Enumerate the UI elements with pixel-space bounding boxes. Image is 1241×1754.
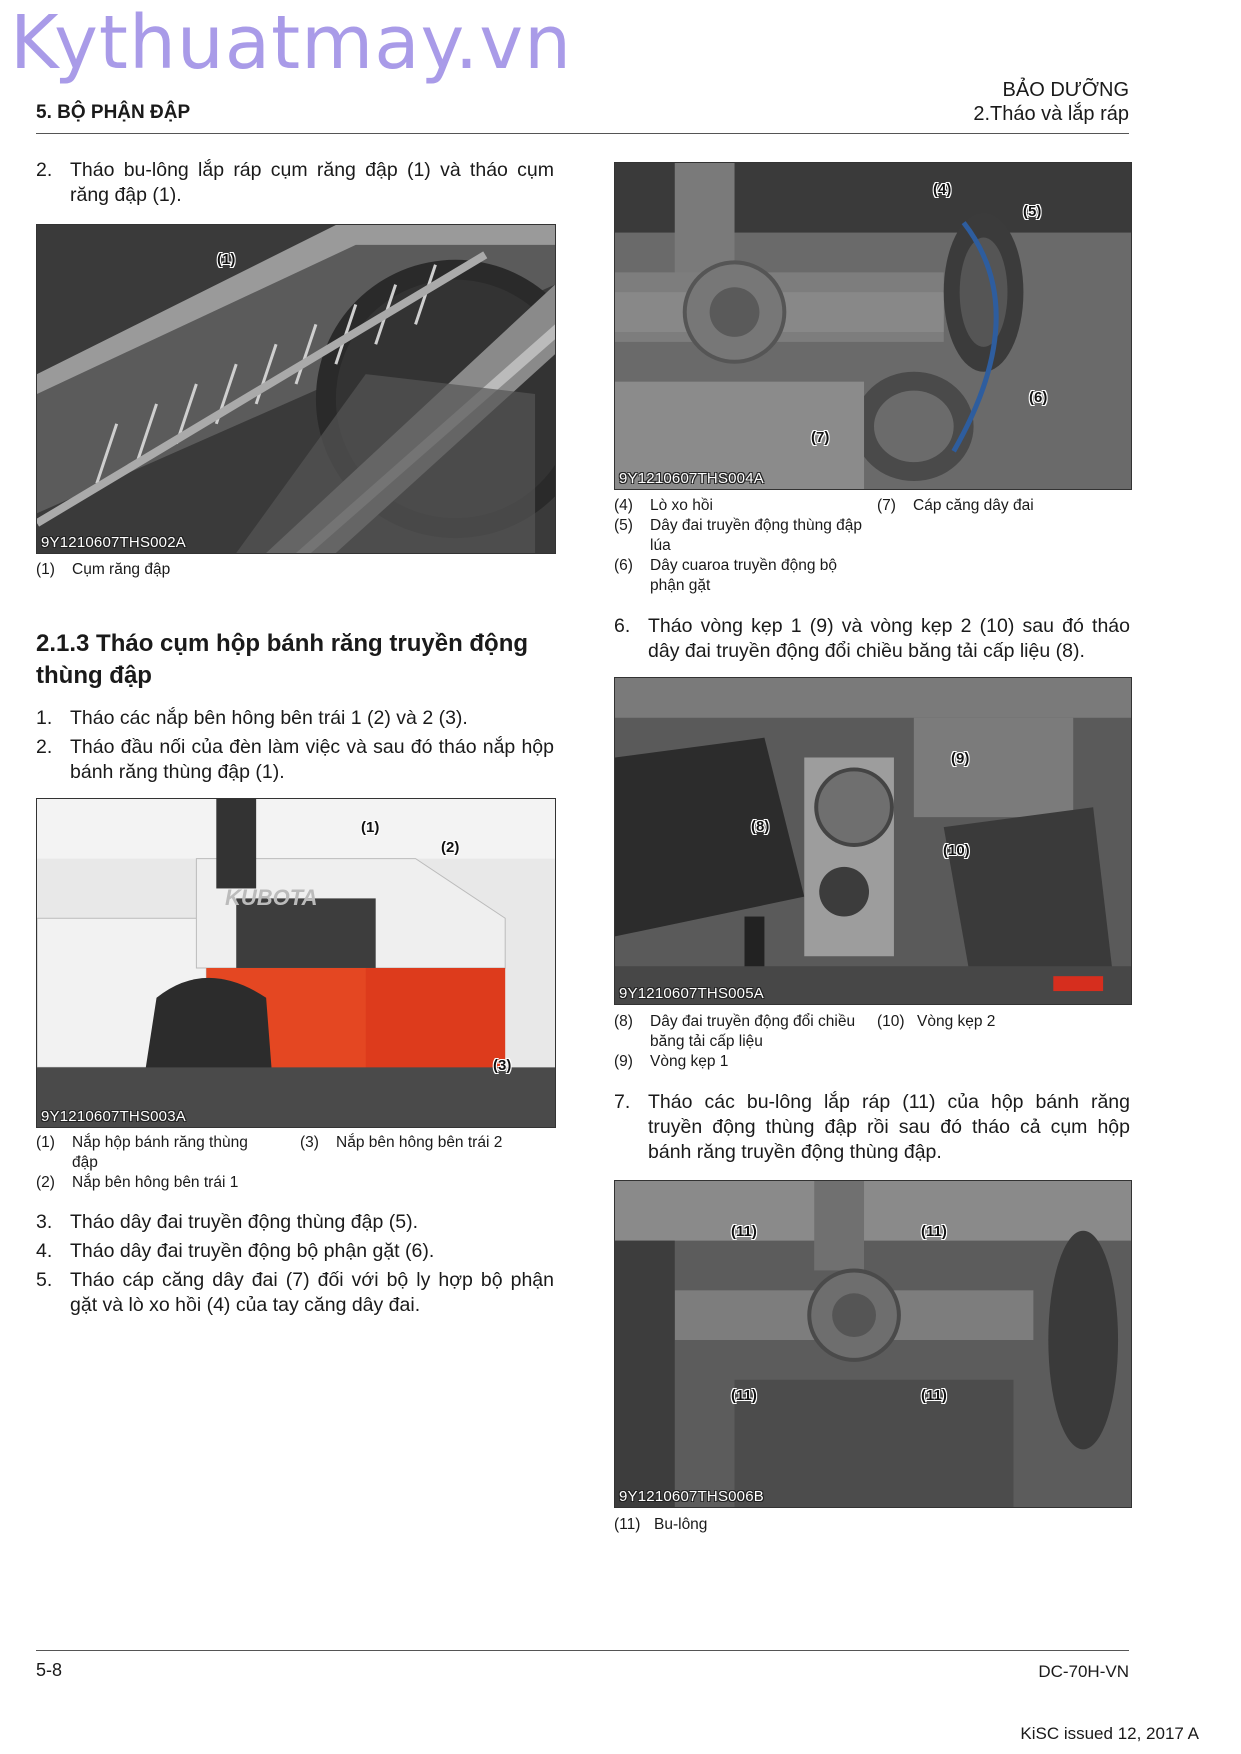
caption-text: Lò xo hồi xyxy=(650,497,713,514)
step-number: 7. xyxy=(614,1091,631,1113)
caption-6 xyxy=(614,556,864,596)
step-text: Tháo dây đai truyền động thùng đập (5). xyxy=(70,1211,418,1233)
step-5 xyxy=(36,1268,554,1318)
watermark-logo: Kythuatmay.vn xyxy=(10,0,573,86)
photo-code: 9Y1210607THS004A xyxy=(619,470,764,487)
kubota-brand-logo: KUBOTA xyxy=(225,885,318,910)
callout-5: (5) xyxy=(1023,203,1042,220)
callout-3: (3) xyxy=(493,1057,512,1074)
step-number: 2. xyxy=(36,736,53,758)
caption-number: (4) xyxy=(614,497,633,514)
callout-6: (6) xyxy=(1029,389,1048,406)
callout-8: (8) xyxy=(751,818,770,835)
step-number: 1. xyxy=(36,707,53,729)
section-heading: 2.1.3 Tháo cụm hộp bánh răng truyền động thùng đập xyxy=(36,630,529,689)
page-number: 5-8 xyxy=(36,1660,63,1680)
photo-code: 9Y1210607THS005A xyxy=(619,985,764,1002)
caption-2 xyxy=(36,1173,272,1193)
caption-7 xyxy=(877,496,1127,516)
callout-10: (10) xyxy=(943,842,970,859)
caption-number: (10) xyxy=(877,1013,905,1030)
photo-code: 9Y1210607THS006B xyxy=(619,1488,764,1505)
caption-text: Nắp bên hông bên trái 1 xyxy=(72,1174,239,1191)
photo-code: 9Y1210607THS002A xyxy=(41,534,186,551)
callout-1: (1) xyxy=(361,819,380,836)
caption-number: (1) xyxy=(36,561,55,578)
caption-text: Vòng kẹp 1 xyxy=(650,1053,729,1070)
step-text: Tháo các nắp bên hông bên trái 1 (2) và 2 (3). xyxy=(70,707,468,729)
step-2-remove-connector xyxy=(36,735,554,785)
callout-2: (2) xyxy=(441,839,460,856)
photo-thresher-teeth xyxy=(36,224,556,554)
photo-belts-shaft xyxy=(614,162,1132,490)
callout-11-bottom-right: (11) xyxy=(921,1387,947,1404)
caption-text: Dây đai truyền động thùng đập lúa xyxy=(650,517,862,554)
caption-text: Nắp bên hông bên trái 2 xyxy=(336,1134,503,1151)
photo-code: 9Y1210607THS003A xyxy=(41,1108,186,1125)
callout-11-bottom-left: (11) xyxy=(731,1387,757,1404)
caption-text: Nắp hộp bánh răng thùng đập xyxy=(72,1134,248,1171)
step-number: 2. xyxy=(36,159,53,181)
step-7 xyxy=(614,1090,1130,1165)
step-6 xyxy=(614,614,1130,664)
caption-text: Cụm răng đập xyxy=(72,561,171,578)
footer-rule xyxy=(36,1650,1129,1651)
caption-text: Dây đai truyền động đổi chiều băng tải cấp liệu xyxy=(650,1013,856,1050)
caption-3 xyxy=(300,1133,550,1153)
step-2-remove-teeth xyxy=(36,158,554,208)
document-code: DC-70H-VN xyxy=(1038,1662,1129,1681)
caption-8 xyxy=(614,1012,864,1052)
step-number: 3. xyxy=(36,1211,53,1233)
photo-gearbox-bolts xyxy=(614,1180,1132,1508)
step-text: Tháo cáp căng dây đai (7) đối với bộ ly hợp bộ phận gặt và lò xo hồi (4) của tay căng dây đai. xyxy=(70,1269,554,1316)
step-text: Tháo vòng kẹp 1 (9) và vòng kẹp 2 (10) sau đó tháo dây đai truyền động đổi chiều băng tải cấp liệu (8). xyxy=(648,615,1130,662)
caption-number: (9) xyxy=(614,1053,633,1070)
caption-text: Bu-lông xyxy=(654,1516,708,1533)
step-text: Tháo bu-lông lắp ráp cụm răng đập (1) và tháo cụm răng đập (1). xyxy=(70,159,554,206)
caption-number: (11) xyxy=(614,1516,641,1533)
caption-9 xyxy=(614,1052,864,1072)
header-chapter: 5. BỘ PHẬN ĐẬP xyxy=(36,102,191,123)
caption-4 xyxy=(614,496,864,516)
caption-number: (1) xyxy=(36,1134,55,1151)
step-1-remove-covers xyxy=(36,706,554,731)
callout-1: (1) xyxy=(217,251,236,268)
step-number: 5. xyxy=(36,1269,53,1291)
photo-conveyor-belt xyxy=(614,677,1132,1005)
caption-1 xyxy=(36,1133,272,1173)
caption-text: Cáp căng dây đai xyxy=(913,497,1034,514)
header-section-title: BẢO DƯỠNG xyxy=(1002,79,1129,101)
step-4 xyxy=(36,1239,554,1264)
issued-note: KiSC issued 12, 2017 A xyxy=(1020,1724,1199,1743)
step-text: Tháo đầu nối của đèn làm việc và sau đó tháo nắp hộp bánh răng thùng đập (1). xyxy=(70,736,554,783)
step-text: Tháo dây đai truyền động bộ phận gặt (6). xyxy=(70,1240,435,1262)
caption-10 xyxy=(877,1012,1127,1032)
caption-1 xyxy=(36,560,336,580)
caption-number: (8) xyxy=(614,1013,633,1030)
step-3 xyxy=(36,1210,554,1235)
step-number: 6. xyxy=(614,615,631,637)
step-number: 4. xyxy=(36,1240,53,1262)
caption-11 xyxy=(614,1515,864,1535)
caption-number: (2) xyxy=(36,1174,55,1191)
caption-number: (6) xyxy=(614,557,633,574)
caption-number: (3) xyxy=(300,1134,319,1151)
callout-11-top-right: (11) xyxy=(921,1223,947,1240)
step-text: Tháo các bu-lông lắp ráp (11) của hộp bánh răng truyền động thùng đập rồi sau đó tháo cả cụm hộp bánh răng truyền động thùng đập. xyxy=(648,1091,1130,1163)
caption-5 xyxy=(614,516,864,556)
callout-11-top-left: (11) xyxy=(731,1223,757,1240)
caption-number: (7) xyxy=(877,497,896,514)
header-rule xyxy=(36,133,1129,134)
callout-7: (7) xyxy=(811,429,830,446)
header-subsection: 2.Tháo và lắp ráp xyxy=(973,103,1129,125)
photo-kubota-covers xyxy=(36,798,556,1128)
caption-text: Vòng kẹp 2 xyxy=(917,1013,996,1030)
callout-9: (9) xyxy=(951,750,970,767)
callout-4: (4) xyxy=(933,181,952,198)
caption-text: Dây cuaroa truyền động bộ phận gặt xyxy=(650,557,837,594)
caption-number: (5) xyxy=(614,517,633,534)
